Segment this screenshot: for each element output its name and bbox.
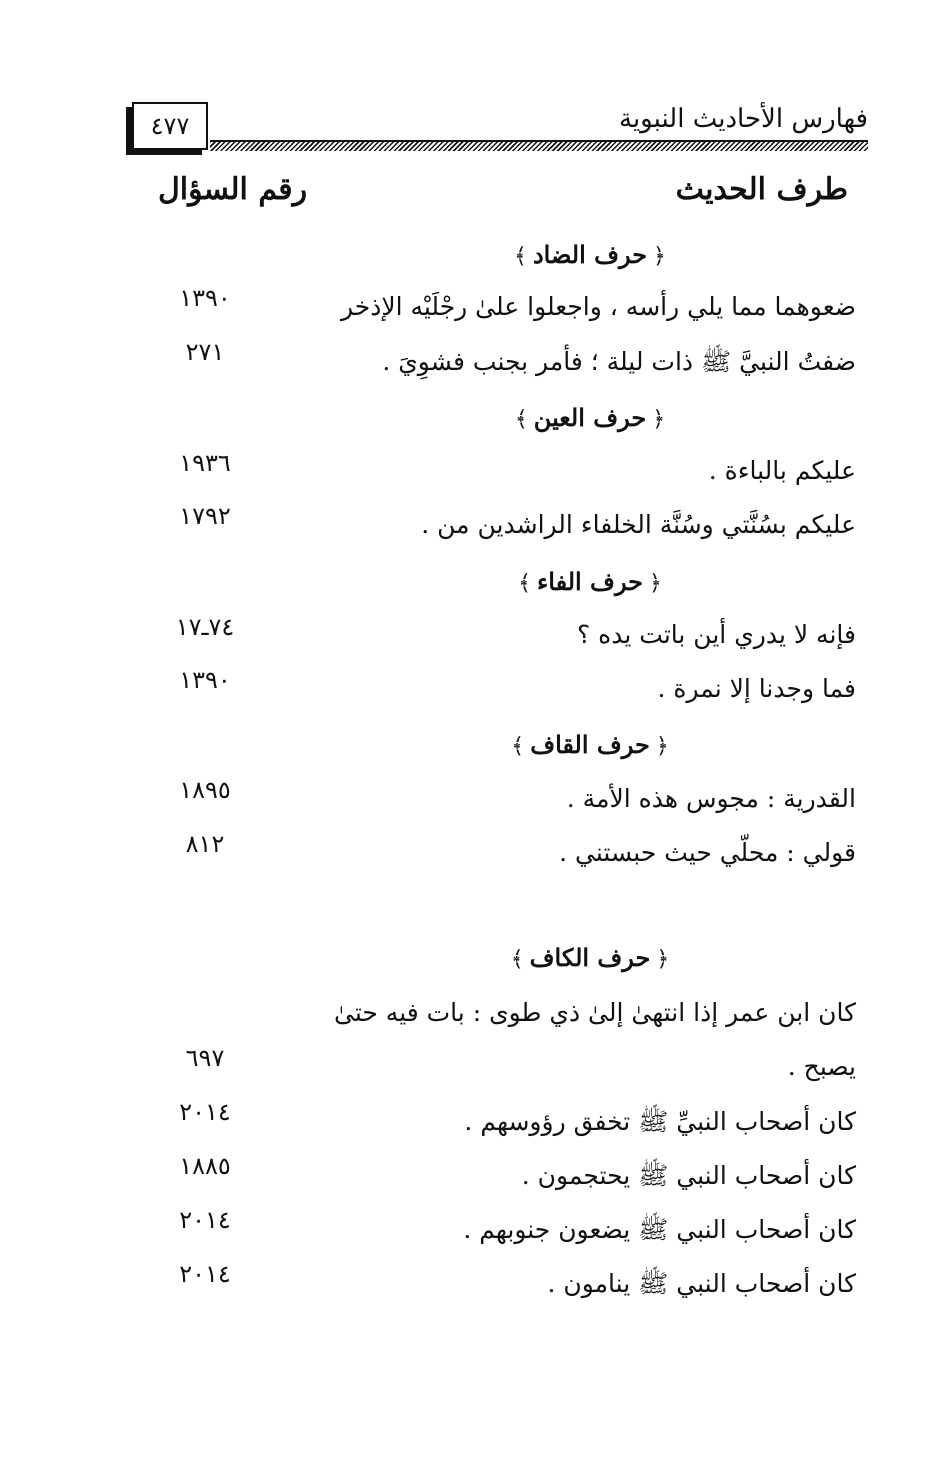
hadith-entry-number: ٢٠١٤ xyxy=(179,1260,231,1288)
hadith-entry-number: ٧٤ـ١٧ xyxy=(175,613,235,641)
hadith-entry-text: كان ابن عمر إذا انتهىٰ إلىٰ ذي طوى : بات فيه حتىٰ xyxy=(334,998,856,1027)
ornament-bracket-icon: ﴾ xyxy=(510,947,524,972)
hadith-entry-text: ضعوهما مما يلي رأسه ، واجعلوا علىٰ رجْلَيْه الإذخر xyxy=(340,292,856,321)
section-heading-kaf xyxy=(0,943,938,972)
hadith-entry-number: ٢٠١٤ xyxy=(179,1098,231,1126)
section-heading-label: حرف العين xyxy=(533,403,647,432)
header-rule-line xyxy=(210,140,868,142)
section-heading-ain xyxy=(0,403,938,432)
ornament-bracket-icon: ﴾ xyxy=(514,244,527,269)
ornament-bracket-icon: ﴾ xyxy=(511,734,525,759)
section-heading-label: حرف القاف xyxy=(530,730,650,759)
hadith-entry-number: ١٨٩٥ xyxy=(179,776,231,804)
hadith-entry-text: عليكم بالباءة . xyxy=(708,456,856,485)
running-header-title: فهارس الأحاديث النبوية xyxy=(619,104,868,134)
hadith-entry-number: ٨١٢ xyxy=(185,830,225,858)
hadith-entry-text: كان أصحاب النبيِّ ﷺ تخفق رؤوسهم . xyxy=(464,1107,856,1136)
hadith-entry-number: ٦٩٧ xyxy=(185,1044,225,1072)
hadith-entry-text: القدرية : مجوس هذه الأمة . xyxy=(566,784,856,813)
ornament-bracket-icon: ﴿ xyxy=(649,571,662,596)
section-heading-dad xyxy=(0,240,938,269)
ornament-bracket-icon: ﴿ xyxy=(656,947,670,972)
ornament-bracket-icon: ﴾ xyxy=(518,571,531,596)
hadith-entry-text: فإنه لا يدري أين باتت يده ؟ xyxy=(576,620,856,649)
ornament-bracket-icon: ﴿ xyxy=(653,244,666,269)
hadith-entry-number: ١٨٨٥ xyxy=(179,1152,231,1180)
hadith-entry-number: ٢٧١ xyxy=(185,338,225,366)
hadith-entry-text: قولي : محلّي حيث حبستني . xyxy=(559,838,856,867)
hadith-entry-text: عليكم بسُنَّتي وسُنَّة الخلفاء الراشدين من . xyxy=(421,510,856,539)
ornament-bracket-icon: ﴿ xyxy=(655,734,669,759)
section-heading-fa xyxy=(0,567,938,596)
page-number-box: ٤٧٧ xyxy=(132,102,208,150)
hadith-entry-text: فما وجدنا إلا نمرة . xyxy=(657,674,856,703)
hadith-entry-number: ١٩٣٦ xyxy=(179,449,231,477)
hadith-entry-text: كان أصحاب النبي ﷺ يضعون جنوبهم . xyxy=(463,1215,856,1244)
section-heading-label: حرف الضاد xyxy=(532,240,648,269)
header-ornamental-rule xyxy=(210,141,868,151)
hadith-entry-text-continuation: يصبح . xyxy=(787,1052,856,1081)
ornament-bracket-icon: ﴿ xyxy=(652,407,666,432)
column-heading-question-number: رقم السؤال xyxy=(158,172,308,207)
hadith-entry-number: ١٣٩٠ xyxy=(179,666,231,694)
hadith-entry-text: ضفتُ النبيَّ ﷺ ذات ليلة ؛ فأمر بجنب فشوِيَ . xyxy=(382,347,856,376)
hadith-entry-text: كان أصحاب النبي ﷺ يحتجمون . xyxy=(521,1161,856,1190)
hadith-entry-number: ١٧٩٢ xyxy=(179,502,231,530)
hadith-entry-text: كان أصحاب النبي ﷺ ينامون . xyxy=(547,1269,856,1298)
column-heading-hadith: طرف الحديث xyxy=(675,172,848,207)
section-heading-label: حرف الفاء xyxy=(536,567,644,596)
hadith-entry-number: ٢٠١٤ xyxy=(179,1206,231,1234)
ornament-bracket-icon: ﴾ xyxy=(514,407,528,432)
section-heading-qaf xyxy=(0,730,938,759)
section-heading-label: حرف الكاف xyxy=(529,943,651,972)
hadith-entry-number: ١٣٩٠ xyxy=(179,284,231,312)
